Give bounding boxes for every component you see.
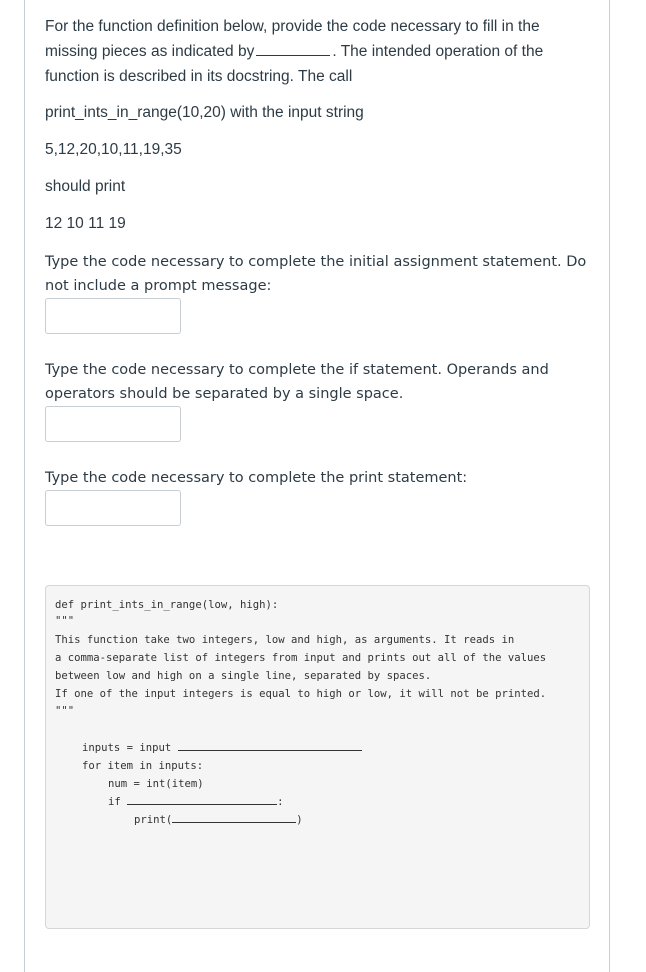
frame-left-border: [24, 0, 25, 972]
intro-line-2b: . The intended operation of the: [332, 43, 544, 60]
answer-input-3[interactable]: [45, 490, 181, 526]
intro-line-3: function is described in its docstring. The call: [45, 68, 353, 85]
question-content: [45, 14, 590, 486]
code-doc-line-3: between low and high on a single line, separated by spaces.: [55, 670, 432, 682]
code-for-line: for item in inputs:: [82, 760, 204, 772]
code-doc-line-2: a comma-separate list of integers from input and prints out all of the values: [55, 652, 547, 664]
code-doc-line-1: This function take two integers, low and high, as arguments. It reads in: [55, 634, 515, 646]
example-input: 5,12,20,10,11,19,35: [45, 141, 182, 158]
code-inputs-text: inputs = input: [82, 742, 172, 754]
code-inputs-line: [82, 741, 362, 755]
code-if-colon: :: [277, 796, 284, 808]
code-docstring-open: """: [55, 615, 75, 627]
code-print-close: ): [296, 814, 303, 826]
answer-input-1[interactable]: [45, 298, 181, 334]
code-def-line: def print_ints_in_range(low, high):: [55, 599, 279, 611]
intro-line-1: For the function definition below, provide the code necessary to fill in the: [45, 18, 540, 35]
code-blank-print: [172, 813, 296, 823]
intro-text: [45, 14, 590, 89]
code-docstring-close: """: [55, 705, 75, 717]
code-if-line: [108, 795, 284, 809]
code-blank-inputs: [178, 741, 362, 751]
question-2-text: Type the code necessary to complete the if statement. Operands and operators should be separated by a single space.: [45, 362, 549, 402]
answer-input-2[interactable]: [45, 406, 181, 442]
example-call: print_ints_in_range(10,20) with the input string: [45, 104, 364, 121]
should-print-label: should print: [45, 178, 126, 195]
code-blank-if: [127, 795, 277, 805]
example-output: 12 10 11 19: [45, 215, 126, 232]
code-print-keyword: print(: [134, 814, 173, 826]
code-block: [45, 585, 590, 929]
code-doc-line-4: If one of the input integers is equal to high or low, it will not be printed.: [55, 688, 547, 700]
question-3-text: Type the code necessary to complete the print statement:: [45, 470, 468, 486]
intro-line-2a: missing pieces as indicated by: [45, 43, 255, 60]
code-num-line: num = int(item): [108, 778, 204, 790]
code-print-line: [134, 813, 303, 827]
blank-indicator: [256, 54, 330, 56]
frame-right-border: [609, 0, 610, 972]
question-1-text: Type the code necessary to complete the initial assignment statement. Do not include a prompt message:: [45, 254, 587, 294]
code-if-keyword: if: [108, 796, 121, 808]
